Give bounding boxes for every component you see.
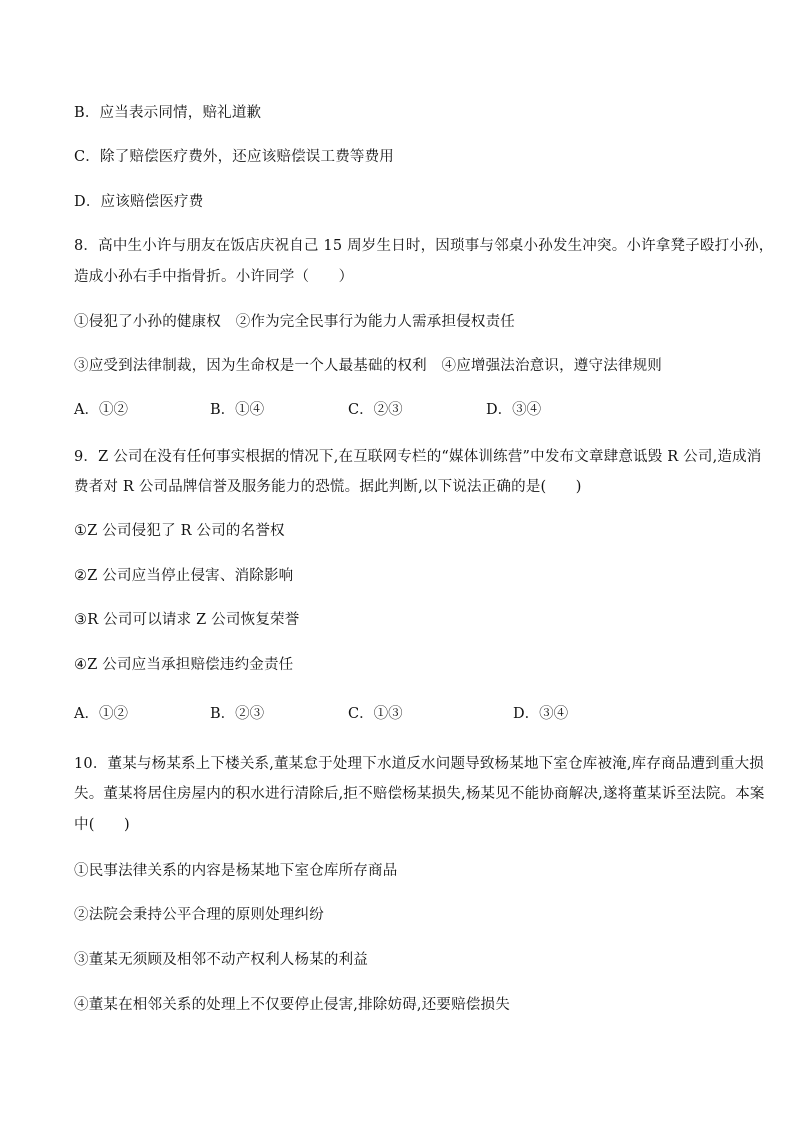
q9-choice-a: A．①② bbox=[74, 706, 128, 722]
q7-option-c: C．除了赔偿医疗费外，还应该赔偿误工费等费用 bbox=[74, 149, 394, 165]
q7-option-d: D．应该赔偿医疗费 bbox=[74, 194, 204, 210]
q8-statement-2: ③应受到法律制裁，因为生命权是一个人最基础的权利 ④应增强法治意识，遵守法律规则 bbox=[74, 358, 662, 374]
q9-stem-line2: 费者对 R 公司品牌信誉及服务能力的恐慌。据此判断,以下说法正确的是( ) bbox=[74, 479, 582, 495]
q10-stem-line2: 失。董某将居住房屋内的积水进行清除后,拒不赔偿杨某损失,杨某见不能协商解决,遂将董某诉至法院。本案 bbox=[74, 786, 765, 802]
q9-choice-d: D．③④ bbox=[513, 706, 569, 722]
q10-statement-1: ①民事法律关系的内容是杨某地下室仓库所存商品 bbox=[74, 863, 398, 879]
q8-choice-d: D．③④ bbox=[486, 402, 542, 418]
q7-option-b: B．应当表示同情，赔礼道歉 bbox=[74, 105, 262, 121]
q9-statement-3: ③R 公司可以请求 Z 公司恢复荣誉 bbox=[74, 612, 300, 628]
q10-stem-line1: 10．董某与杨某系上下楼关系,董某怠于处理下水道反水问题导致杨某地下室仓库被淹,库存商品遭到重大损 bbox=[74, 756, 764, 772]
q10-statement-2: ②法院会秉持公平合理的原则处理纠纷 bbox=[74, 907, 324, 923]
q10-statement-3: ③董某无须顾及相邻不动产权利人杨某的利益 bbox=[74, 952, 368, 968]
q9-statement-2: ②Z 公司应当停止侵害、消除影响 bbox=[74, 568, 294, 584]
q10-statement-4: ④董某在相邻关系的处理上不仅要停止侵害,排除妨碍,还要赔偿损失 bbox=[74, 997, 510, 1013]
q9-choice-c: C．①③ bbox=[348, 706, 403, 722]
q9-statement-1: ①Z 公司侵犯了 R 公司的名誉权 bbox=[74, 523, 285, 539]
q8-choice-c: C．②③ bbox=[348, 402, 403, 418]
q8-choice-a: A．①② bbox=[74, 402, 128, 418]
q9-statement-4: ④Z 公司应当承担赔偿违约金责任 bbox=[74, 657, 294, 673]
q10-stem-line3: 中( ) bbox=[74, 817, 130, 833]
q8-stem-line1: 8．高中生小许与朋友在饭店庆祝自己 15 周岁生日时，因琐事与邻桌小孙发生冲突。小许拿凳子殴打小孙， bbox=[74, 238, 774, 254]
q8-stem-line2: 造成小孙右手中指骨折。小许同学（ ） bbox=[74, 269, 354, 285]
q8-statement-1: ①侵犯了小孙的健康权 ②作为完全民事行为能力人需承担侵权责任 bbox=[74, 314, 515, 330]
q8-choice-b: B．①④ bbox=[210, 402, 265, 418]
q9-stem-line1: 9．Z 公司在没有任何事实根据的情况下,在互联网专栏的“媒体训练营”中发布文章肆意诋毁 R 公司,造成消 bbox=[74, 449, 762, 465]
q9-choice-b: B．②③ bbox=[210, 706, 265, 722]
